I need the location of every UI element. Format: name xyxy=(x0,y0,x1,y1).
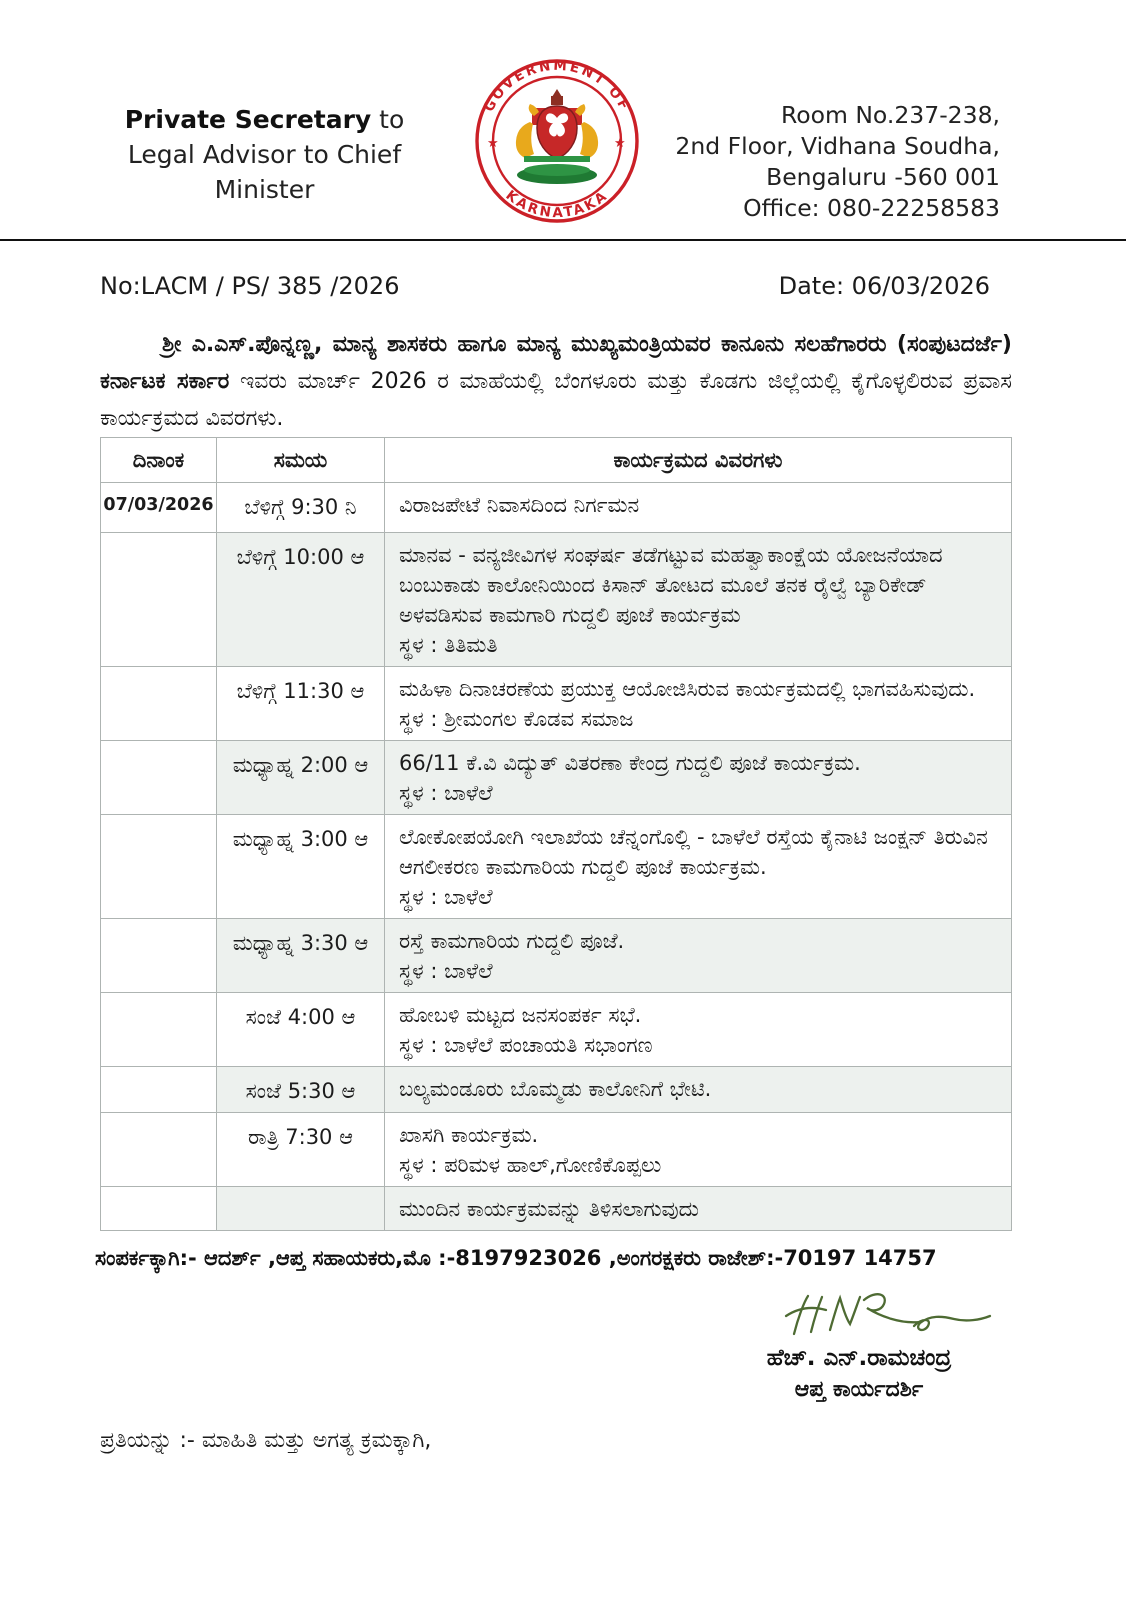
date-cell xyxy=(101,1187,217,1231)
detail-line: ಸ್ಥಳ : ಶ್ರೀಮಂಗಲ ಕೊಡವ ಸಮಾಜ xyxy=(399,707,634,731)
emblem-bottom-text: KARNATAKA xyxy=(502,187,612,222)
sender-title-line2: Legal Advisor to Chief Minister xyxy=(127,140,402,204)
time-cell: ರಾತ್ರಿ 7:30 ಆ xyxy=(217,1113,385,1187)
signatory-name: ಹೆಚ್. ಎನ್.ರಾಮಚಂದ್ರ xyxy=(766,1345,952,1371)
sender-title-bold: Private Secretary xyxy=(124,105,372,134)
date-cell xyxy=(101,1113,217,1187)
reference-line xyxy=(100,272,990,300)
detail-line: ವಿರಾಜಪೇಟೆ ನಿವಾಸದಿಂದ ನಿರ್ಗಮನ xyxy=(399,493,640,517)
time-cell: ಬೆಳಿಗ್ಗೆ 11:30 ಆ xyxy=(217,667,385,741)
time-cell: ಮಧ್ಯಾಹ್ನ 2:00 ಆ xyxy=(217,741,385,815)
details-cell xyxy=(385,815,1012,919)
karnataka-crest-icon xyxy=(516,89,598,184)
schedule-body xyxy=(101,483,1012,1231)
detail-line: ರಸ್ತೆ ಕಾಮಗಾರಿಯ ಗುದ್ದಲಿ ಪೂಜೆ. xyxy=(399,929,625,953)
date-cell xyxy=(101,533,217,667)
signatory-title: ಆಪ್ತ ಕಾರ್ಯದರ್ಶಿ xyxy=(794,1377,924,1402)
detail-line: ಸ್ಥಳ : ಬಾಳೆಲೆ xyxy=(399,885,493,909)
emblem-star-right-icon: ★ xyxy=(614,136,626,151)
date-cell: 07/03/2026 xyxy=(101,483,217,533)
table-row xyxy=(101,741,1012,815)
emblem-star-left-icon: ★ xyxy=(487,136,499,151)
address-line: Office: 080-22258583 xyxy=(743,194,1000,222)
government-of-karnataka-emblem-icon xyxy=(472,56,642,226)
sender-title xyxy=(92,102,437,207)
office-address xyxy=(675,100,1000,224)
detail-line: ಖಾಸಗಿ ಕಾರ್ಯಕ್ರಮ. xyxy=(399,1123,539,1147)
table-row xyxy=(101,667,1012,741)
letter-date: Date: 06/03/2026 xyxy=(778,272,990,300)
detail-line: ಸ್ಥಳ : ಬಾಳೆಲೆ xyxy=(399,781,493,805)
header-time: ಸಮಯ xyxy=(217,438,385,483)
date-cell xyxy=(101,993,217,1067)
detail-line: ಸ್ಥಳ : ಪರಿಮಳ ಹಾಲ್,ಗೋಣಿಕೊಪ್ಪಲು xyxy=(399,1153,662,1177)
table-row xyxy=(101,1187,1012,1231)
date-cell xyxy=(101,1067,217,1113)
time-cell xyxy=(217,1187,385,1231)
detail-line: ಮುಂದಿನ ಕಾರ್ಯಕ್ರಮವನ್ನು ತಿಳಿಸಲಾಗುವುದು xyxy=(399,1197,699,1221)
details-cell xyxy=(385,1187,1012,1231)
header-divider xyxy=(0,239,1126,241)
intro-rest-text: ಇವರು ಮಾರ್ಚ್ 2026 ರ ಮಾಹೆಯಲ್ಲಿ ಬೆಂಗಳೂರು ಮತ್ತು ಕೊಡಗು ಜಿಲ್ಲೆಯಲ್ಲಿ ಕೈಗೊಳ್ಳಲಿರುವ ಪ್ರವಾಸ ಕಾರ್ಯಕ್ರಮದ ವಿವರಗಳು. xyxy=(100,369,1012,431)
detail-line: ಬಲ್ಯಮಂಡೂರು ಬೊಮ್ಮಡು ಕಾಲೋನಿಗೆ ಭೇಟಿ. xyxy=(399,1077,712,1101)
header-date: ದಿನಾಂಕ xyxy=(101,438,217,483)
details-cell xyxy=(385,993,1012,1067)
detail-line: ಲೋಕೋಪಯೋಗಿ ಇಲಾಖೆಯ ಚೆನ್ನಂಗೊಲ್ಲಿ - ಬಾಳೆಲೆ ರಸ್ತೆಯ ಕೈನಾಟಿ ಜಂಕ್ಷನ್ ತಿರುವಿನ ಆಗಲೀಕರಣ ಕಾಮಗಾರಿಯ ಗುದ್ದಲಿ ಪೂಜೆ ಕಾರ್ಯಕ್ರಮ. xyxy=(399,825,988,879)
time-cell: ಬೆಳಿಗ್ಗೆ 10:00 ಆ xyxy=(217,533,385,667)
detail-line: ಸ್ಥಳ : ಬಾಳೆಲೆ ಪಂಚಾಯತಿ ಸಭಾಂಗಣ xyxy=(399,1033,653,1057)
reference-number: No:LACM / PS/ 385 /2026 xyxy=(100,272,400,300)
time-cell: ಮಧ್ಯಾಹ್ನ 3:00 ಆ xyxy=(217,815,385,919)
detail-line: 66/11 ಕೆ.ವಿ ವಿದ್ಯುತ್ ವಿತರಣಾ ಕೇಂದ್ರ ಗುದ್ದಲಿ ಪೂಜೆ ಕಾರ್ಯಕ್ರಮ. xyxy=(399,751,861,775)
intro-paragraph xyxy=(100,326,1012,437)
date-cell xyxy=(101,667,217,741)
details-cell xyxy=(385,533,1012,667)
details-cell xyxy=(385,919,1012,993)
table-row xyxy=(101,815,1012,919)
signature-block xyxy=(704,1288,1014,1406)
table-row xyxy=(101,1067,1012,1113)
intro-bold-text: ಶ್ರೀ ಎ.ಎಸ್.ಪೊನ್ನಣ್ಣ, ಮಾನ್ಯ ಶಾಸಕರು ಹಾಗೂ ಮಾನ್ಯ ಮುಖ್ಯಮಂತ್ರಿಯವರ ಕಾನೂನು ಸಲಹೆಗಾರರು (ಸಂಪುಟದರ್ಜೆ) ಕರ್ನಾಟಕ ಸರ್ಕಾರ xyxy=(100,332,1012,394)
details-cell xyxy=(385,1067,1012,1113)
detail-line: ಸ್ಥಳ : ತಿತಿಮತಿ xyxy=(399,633,498,657)
details-cell xyxy=(385,741,1012,815)
table-row xyxy=(101,1113,1012,1187)
time-cell: ಬೆಳಿಗ್ಗೆ 9:30 ನಿ xyxy=(217,483,385,533)
address-line: Room No.237-238, xyxy=(780,101,1000,129)
schedule-table xyxy=(100,437,1012,1231)
table-header-row xyxy=(101,438,1012,483)
emblem-top-text: GOVERNMENT OF xyxy=(481,57,633,115)
table-row xyxy=(101,533,1012,667)
details-cell xyxy=(385,667,1012,741)
date-cell xyxy=(101,815,217,919)
address-line: Bengaluru -560 001 xyxy=(766,163,1000,191)
date-cell xyxy=(101,919,217,993)
detail-line: ಮಾನವ - ವನ್ಯಜೀವಿಗಳ ಸಂಘರ್ಷ ತಡೆಗಟ್ಟುವ ಮಹತ್ವಾಕಾಂಕ್ಷೆಯ ಯೋಜನೆಯಾದ ಬಂಬುಕಾಡು ಕಾಲೋನಿಯಿಂದ ಕಿಸಾನ್ ತೋಟದ ಮೂಲೆ ತನಕ ರೈಲ್ವೆ ಬ್ಯಾರಿಕೇಡ್ ಅಳವಡಿಸುವ ಕಾಮಗಾರಿ ಗುದ್ದಲಿ ಪೂಜೆ ಕಾರ್ಯಕ್ರಮ xyxy=(399,543,943,627)
address-line: 2nd Floor, Vidhana Soudha, xyxy=(675,132,1000,160)
date-cell xyxy=(101,741,217,815)
time-cell: ಸಂಜೆ 5:30 ಆ xyxy=(217,1067,385,1113)
details-cell xyxy=(385,483,1012,533)
time-cell: ಸಂಜೆ 4:00 ಆ xyxy=(217,993,385,1067)
contact-line: ಸಂಪರ್ಕಕ್ಕಾಗಿ:- ಆದರ್ಶ್ ,ಆಪ್ತ ಸಹಾಯಕರು,ಮೊ :-8197923026 ,ಅಂಗರಕ್ಷಕರು ರಾಜೇಶ್:-70197 14757 xyxy=(95,1246,937,1270)
detail-line: ಸ್ಥಳ : ಬಾಳೆಲೆ xyxy=(399,959,493,983)
table-row xyxy=(101,993,1012,1067)
sender-title-line1 xyxy=(92,102,437,137)
copy-to-line: ಪ್ರತಿಯನ್ನು :- ಮಾಹಿತಿ ಮತ್ತು ಅಗತ್ಯ ಕ್ರಮಕ್ಕಾಗಿ, xyxy=(100,1428,432,1453)
detail-line: ಮಹಿಳಾ ದಿನಾಚರಣೆಯ ಪ್ರಯುಕ್ತ ಆಯೋಜಿಸಿರುವ ಕಾರ್ಯಕ್ರಮದಲ್ಲಿ ಭಾಗವಹಿಸುವುದು. xyxy=(399,677,976,701)
time-cell: ಮಧ್ಯಾಹ್ನ 3:30 ಆ xyxy=(217,919,385,993)
sender-title-rest: to xyxy=(371,105,405,134)
table-row xyxy=(101,919,1012,993)
header-details: ಕಾರ್ಯಕ್ರಮದ ವಿವರಗಳು xyxy=(385,438,1012,483)
signature-icon xyxy=(764,1288,1014,1346)
table-row xyxy=(101,483,1012,533)
details-cell xyxy=(385,1113,1012,1187)
detail-line: ಹೋಬಳಿ ಮಟ್ಟದ ಜನಸಂಪರ್ಕ ಸಭೆ. xyxy=(399,1003,642,1027)
